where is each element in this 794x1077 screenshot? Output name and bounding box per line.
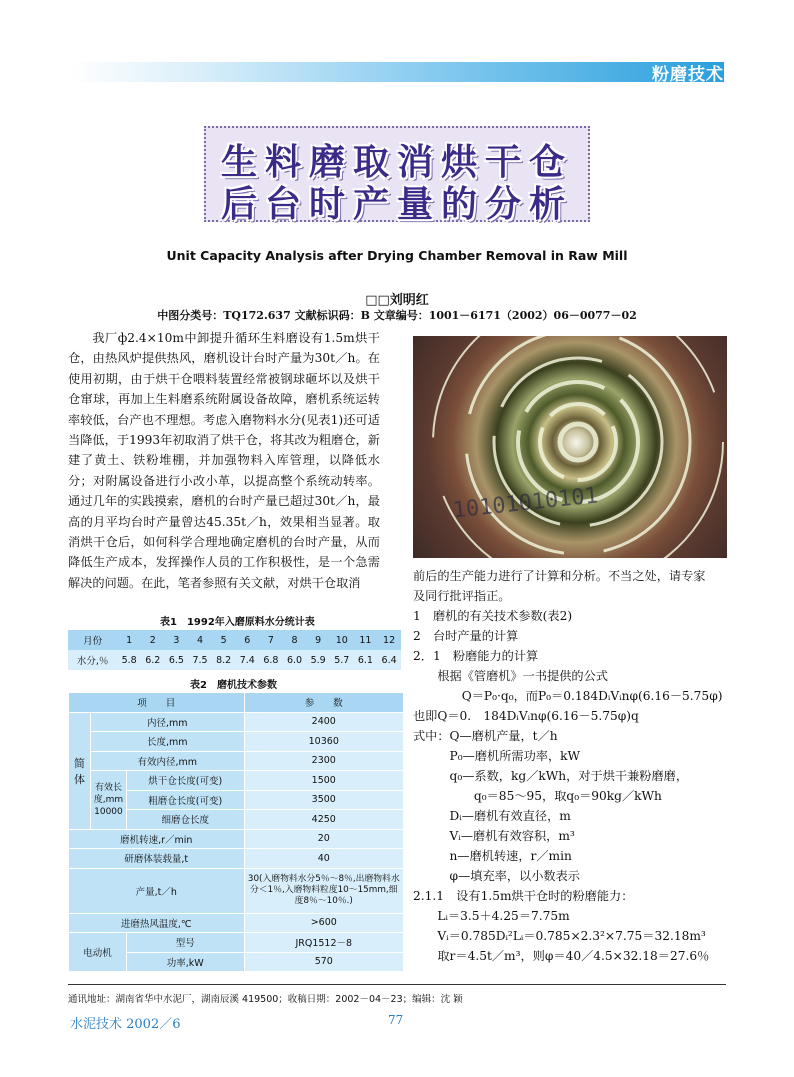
table-cell: 细磨仓长度 <box>126 810 244 830</box>
table-cell: 8 <box>283 630 307 650</box>
table-row <box>69 712 404 732</box>
table-cell: 3500 <box>244 790 403 810</box>
table-cell: 3 <box>165 630 189 650</box>
journal-issue: 水泥技术 2002／6 <box>70 1017 181 1032</box>
table-cell: 40 <box>244 849 403 869</box>
footnote: 通讯地址：湖南省华中水泥厂，湖南辰溪 419500；收稿日期：2002－04－23；编辑：沈 颖 <box>68 994 463 1005</box>
text-line: 也即Q＝0. 184DᵢVᵢnφ(6.16－5.75φ)q <box>413 709 639 723</box>
table-cell: 参 数 <box>244 693 403 713</box>
table-cell: 6 <box>235 630 259 650</box>
text-line: 2．1 粉磨能力的计算 <box>413 649 539 663</box>
table-cell: 20 <box>244 829 403 849</box>
table-cell: 产量,t／h <box>69 868 245 913</box>
table-cell: 7 <box>259 630 283 650</box>
text-line: P₀—磨机所需功率，kW <box>413 749 581 763</box>
table-cell: 5.7 <box>330 650 354 670</box>
english-title: Unit Capacity Analysis after Drying Chamber Removal in Raw Mill <box>166 248 628 263</box>
table-cell: 10 <box>330 630 354 650</box>
table-cell: 9 <box>306 630 330 650</box>
classification-line: 中图分类号：TQ172.637 文献标识码：B 文章编号：1001－6171（2002）06－0077－02 <box>157 309 637 322</box>
table-cell: 简体 <box>69 712 91 829</box>
table-cell: 10360 <box>244 732 403 752</box>
text-line: Q＝P₀·q₀，而P₀＝0.184DᵢVᵢnφ(6.16－5.75φ) <box>413 689 723 703</box>
text-line: q₀＝85～95，取q₀＝90kg／kWh <box>413 789 662 803</box>
table-cell: 5 <box>212 630 236 650</box>
table-cell: 型号 <box>126 933 244 953</box>
text-line: Dᵢ—磨机有效直径，m <box>413 809 571 823</box>
table-cell: 8.2 <box>212 650 236 670</box>
table-row <box>68 650 401 670</box>
table-cell: 6.8 <box>259 650 283 670</box>
title-line-2: 后台时产量的分析 <box>220 184 573 225</box>
author: □□刘明红 <box>365 293 429 308</box>
text-line: 2 台时产量的计算 <box>413 629 519 643</box>
table-cell: 12 <box>377 630 401 650</box>
table2-caption: 表2 磨机技术参数 <box>190 680 277 691</box>
table-cell: 功率,kW <box>126 952 244 972</box>
table-cell: 6.1 <box>354 650 378 670</box>
table-cell: 6.4 <box>377 650 401 670</box>
table-cell: 7.5 <box>188 650 212 670</box>
text-line: 式中：Q—磨机产量，t／h <box>413 729 558 743</box>
table-cell: 11 <box>354 630 378 650</box>
table-cell: 7.4 <box>235 650 259 670</box>
mill-rings-graphic <box>413 336 727 558</box>
text-line: φ—填充率，以小数表示 <box>413 869 580 883</box>
table-cell: 1 <box>117 630 141 650</box>
text-line: n—磨机转速，r／min <box>413 849 572 863</box>
page-number: 77 <box>388 1013 404 1027</box>
table-cell: 2400 <box>244 712 403 732</box>
header-bar <box>70 62 724 82</box>
table-cell: 5.9 <box>306 650 330 670</box>
table-cell: 4 <box>188 630 212 650</box>
table-cell: JRQ1512－8 <box>244 933 403 953</box>
table-row <box>69 868 404 913</box>
text-line: 前后的生产能力进行了计算和分析。不当之处，请专家 <box>413 569 706 583</box>
table-cell: 水分,％ <box>68 650 117 670</box>
table-cell: 1500 <box>244 771 403 791</box>
table-cell: 项 目 <box>69 693 245 713</box>
table-row <box>69 771 404 791</box>
table-cell: 进磨热风温度,℃ <box>69 913 245 933</box>
table-cell: 570 <box>244 952 403 972</box>
table-header-row <box>69 693 404 713</box>
table-cell: 烘干仓长度(可变) <box>126 771 244 791</box>
table-cell: 6.5 <box>165 650 189 670</box>
table-row <box>69 829 404 849</box>
table-cell: 电动机 <box>69 933 127 972</box>
table-cell: 6.2 <box>141 650 165 670</box>
intro-paragraph: 我厂ф2.4×10m中卸提升循环生料磨设有1.5m烘干仓，由热风炉提供热风，磨机设计台时产量为30t／h。在使用初期，由于烘干仓喂料装置经常被钢球砸坏以及烘干仓窜球，再加上生料磨系统附属设备故障，磨机系统运转率较低，台产也不理想。考虑入磨物料水分(见表1)还可适当降低，于1993年初取消了烘干仓，将其改为粗磨仓，新建了黄土、铁粉堆棚，并加强物料入库管理，以降低水分；对附属设备进行小改小革，以提高整个系统动转率。通过几年的实践摸索，磨机的台时产量已超过30t／h，最高的月平均台时产量曾达45.35t／h，效果相当显著。取消烘干仓后，如何科学合理地确定磨机的台时产量，从而降低生产成本，发挥操作人员的工作积极性，是一个急需解决的问题。在此，笔者参照有关文献，对烘干仓取消 <box>68 331 380 590</box>
table-cell: 2300 <box>244 751 403 771</box>
table-cell: 研磨体装载量,t <box>69 849 245 869</box>
table-row <box>69 732 404 752</box>
text-line: 根据《管磨机》一书提供的公式 <box>413 669 608 683</box>
text-line: 1 磨机的有关技术参数(表2) <box>413 609 573 623</box>
table-header-row <box>68 630 401 650</box>
title-box <box>204 126 590 225</box>
table-cell: 5.8 <box>117 650 141 670</box>
table-row <box>69 751 404 771</box>
table-row <box>69 849 404 869</box>
text-line: Lᵢ＝3.5＋4.25＝7.75m <box>413 909 570 923</box>
mill-photo <box>413 336 727 558</box>
table-cell: 月份 <box>68 630 117 650</box>
table-cell: 有效长度,mm 10000 <box>90 771 126 830</box>
table-cell: 4250 <box>244 810 403 830</box>
table1-caption: 表1 1992年入磨原料水分统计表 <box>160 617 315 628</box>
title-line-1: 生料磨取消烘干仓 <box>220 142 573 183</box>
table-cell: 磨机转速,r／min <box>69 829 245 849</box>
intro-column <box>68 328 380 593</box>
text-line: 取r＝4.5t／m³，则φ＝40／4.5×32.18＝27.6％ <box>413 949 710 963</box>
table-cell: 粗磨仓长度(可变) <box>126 790 244 810</box>
text-line: Vᵢ—磨机有效容积，m³ <box>413 829 575 843</box>
table-row <box>69 933 404 953</box>
table-cell: >600 <box>244 913 403 933</box>
table-cell: 长度,mm <box>90 732 244 752</box>
mill-parameters-table <box>68 692 404 972</box>
text-line: q₀—系数，kg／kWh，对于烘干兼粉磨磨， <box>413 769 689 783</box>
table-cell: 2 <box>141 630 165 650</box>
table-cell: 30(入磨物料水分5％～8％,出磨物料水分＜1％,入磨物料粒度10～15mm,细度8％～10％.) <box>244 868 403 913</box>
table-cell: 有效内径,mm <box>90 751 244 771</box>
table-row <box>69 913 404 933</box>
text-line: 2.1.1 设有1.5m烘干仓时的粉磨能力： <box>413 889 634 903</box>
moisture-table <box>68 630 401 670</box>
text-line: Vᵢ＝0.785Dᵢ²Lᵢ＝0.785×2.3²×7.75＝32.18m³ <box>413 929 706 943</box>
table-cell: 6.0 <box>283 650 307 670</box>
svg-text:10101010101: 10101010101 <box>451 483 600 524</box>
table-cell: 内径,mm <box>90 712 244 732</box>
right-column <box>413 566 731 966</box>
section-tag: 粉磨技术 <box>652 65 724 85</box>
footnote-divider <box>68 984 726 985</box>
text-line: 及同行批评指正。 <box>413 589 511 603</box>
